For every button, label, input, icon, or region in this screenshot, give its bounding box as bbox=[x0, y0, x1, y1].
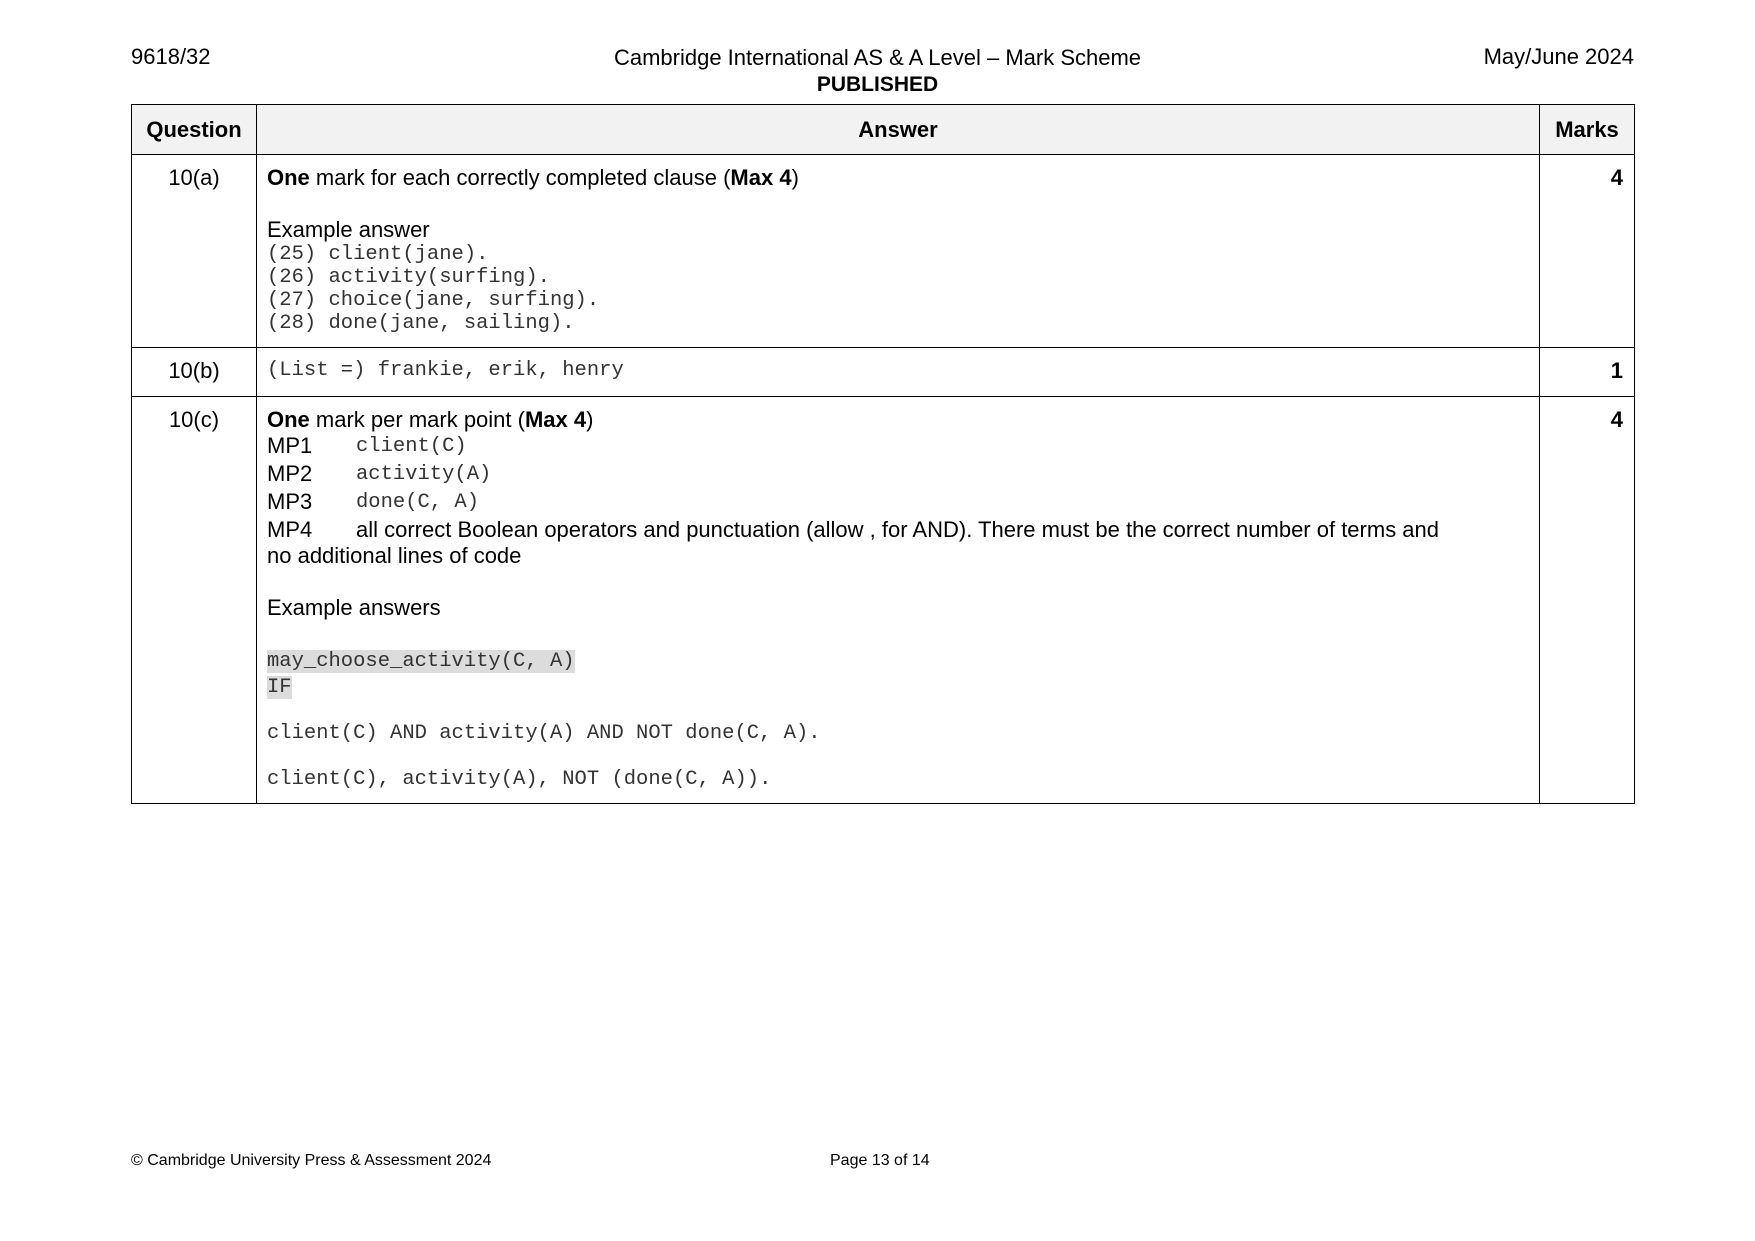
code-line: (27) choice(jane, surfing). bbox=[267, 289, 600, 312]
code-line: (28) done(jane, sailing). bbox=[267, 312, 575, 335]
question-number: 10(a) bbox=[132, 155, 257, 348]
mark-point bbox=[267, 489, 1529, 517]
instruction-max: Max 4 bbox=[730, 165, 792, 190]
copyright-notice: © Cambridge University Press & Assessment 2024 bbox=[131, 1152, 492, 1169]
marks-value: 1 bbox=[1540, 348, 1635, 397]
answer-cell bbox=[257, 155, 1540, 348]
code-line: client(C) AND activity(A) AND NOT done(C, A). bbox=[267, 722, 821, 745]
instruction-text: mark per mark point ( bbox=[309, 407, 525, 432]
example-label: Example answer bbox=[267, 217, 430, 242]
mark-point bbox=[267, 461, 1529, 489]
mark-point-text: all correct Boolean operators and punctuation (allow , for AND). There must be the correct number of terms and bbox=[356, 517, 1440, 542]
mark-point-label: MP2 bbox=[267, 461, 313, 486]
document-title: Cambridge International AS & A Level – Mark Scheme bbox=[613, 45, 1142, 70]
mark-point bbox=[267, 433, 1529, 461]
table-row-10c bbox=[132, 397, 1635, 804]
mark-scheme-table bbox=[131, 104, 1635, 804]
column-header-marks: Marks bbox=[1540, 105, 1635, 155]
mark-point-code: client(C) bbox=[356, 435, 467, 458]
code-line: (25) client(jane). bbox=[267, 243, 489, 266]
mark-point-code: done(C, A) bbox=[356, 491, 480, 514]
code-line: (List =) frankie, erik, henry bbox=[267, 359, 624, 382]
mark-point-text-continued: no additional lines of code bbox=[267, 543, 522, 568]
marking-instruction bbox=[267, 165, 1529, 191]
published-label: PUBLISHED bbox=[816, 73, 939, 96]
mark-point-label: MP4 bbox=[267, 517, 313, 542]
column-header-answer: Answer bbox=[257, 105, 1540, 155]
instruction-close: ) bbox=[791, 165, 799, 190]
instruction-bold: One bbox=[267, 165, 310, 190]
table-header-row bbox=[132, 105, 1635, 155]
column-header-question: Question bbox=[132, 105, 257, 155]
question-number: 10(b) bbox=[132, 348, 257, 397]
table-row-10a bbox=[132, 155, 1635, 348]
code-line: (26) activity(surfing). bbox=[267, 266, 550, 289]
instruction-bold: One bbox=[267, 407, 310, 432]
page-number: Page 13 of 14 bbox=[830, 1152, 930, 1169]
mark-point-code: activity(A) bbox=[356, 463, 492, 486]
mark-point bbox=[267, 517, 1529, 543]
marks-value: 4 bbox=[1540, 397, 1635, 804]
code-line-highlighted: IF bbox=[267, 676, 292, 699]
answer-cell bbox=[257, 348, 1540, 397]
code-line-highlighted: may_choose_activity(C, A) bbox=[267, 650, 575, 673]
exam-session: May/June 2024 bbox=[1483, 44, 1634, 69]
example-label: Example answers bbox=[267, 595, 441, 620]
mark-point-label: MP1 bbox=[267, 433, 313, 458]
marks-value: 4 bbox=[1540, 155, 1635, 348]
table-row-10b bbox=[132, 348, 1635, 397]
code-line: client(C), activity(A), NOT (done(C, A)). bbox=[267, 768, 772, 791]
paper-code: 9618/32 bbox=[131, 44, 211, 69]
instruction-close: ) bbox=[586, 407, 594, 432]
marking-instruction bbox=[267, 407, 1529, 433]
mark-point-label: MP3 bbox=[267, 489, 313, 514]
instruction-max: Max 4 bbox=[524, 407, 587, 432]
question-number: 10(c) bbox=[132, 397, 257, 804]
instruction-text: mark for each correctly completed clause ( bbox=[309, 165, 731, 190]
answer-cell bbox=[257, 397, 1540, 804]
